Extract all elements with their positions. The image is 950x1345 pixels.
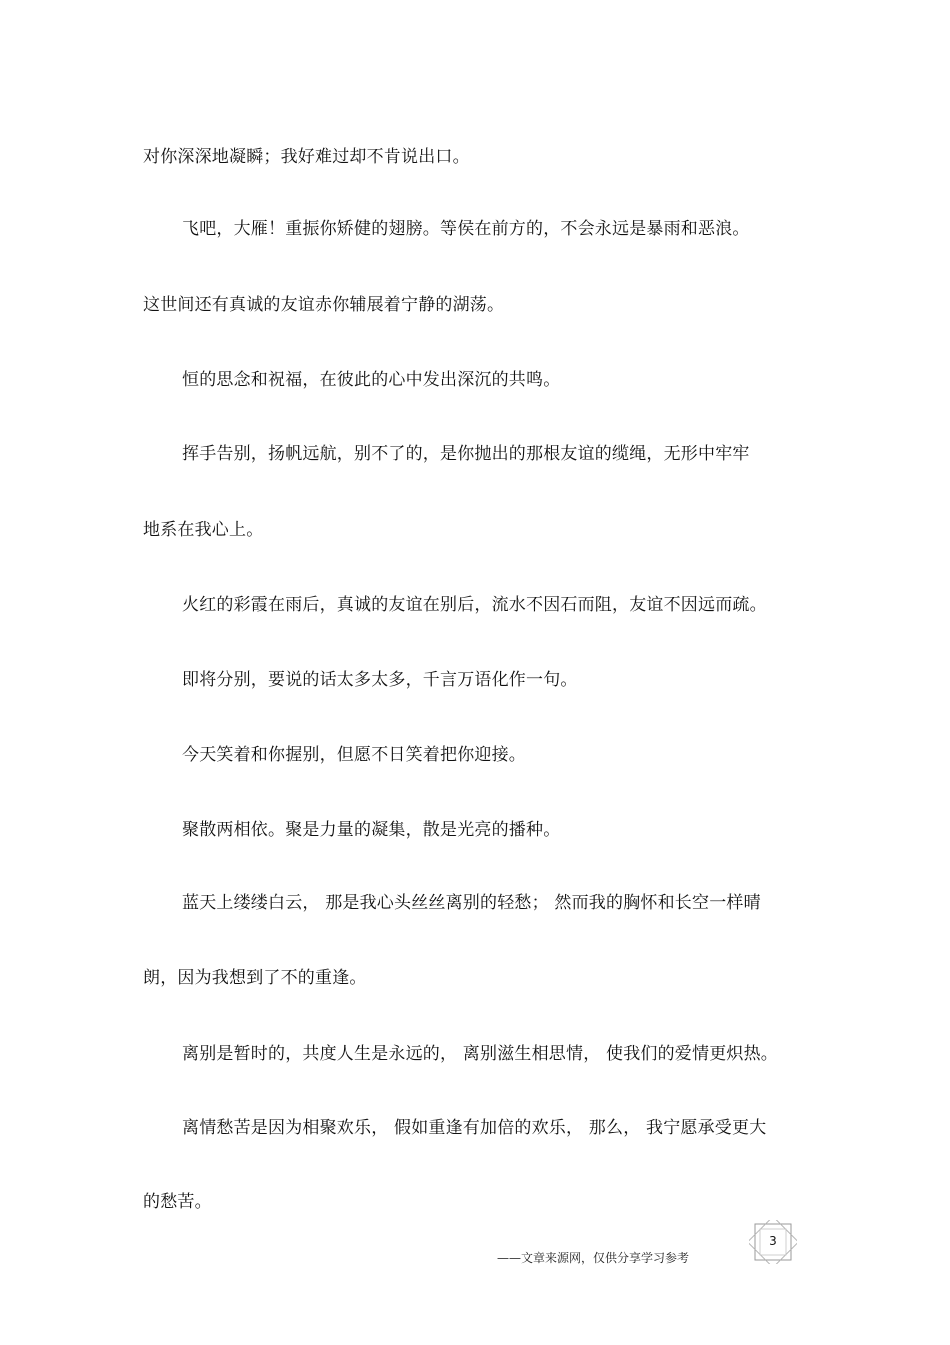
text-line: 离情愁苦是因为相聚欢乐， 假如重逢有加倍的欢乐， 那么， 我宁愿承受更大 (182, 1118, 767, 1138)
text-line: 即将分别，要说的话太多太多，千言万语化作一句。 (182, 670, 578, 690)
text-line: 离别是暂时的，共度人生是永远的， 离别滋生相思情， 使我们的爱情更炽热。 (182, 1044, 779, 1064)
text-line: 今天笑着和你握别，但愿不日笑着把你迎接。 (182, 745, 526, 765)
text-line: 对你深深地凝瞬；我好难过却不肯说出口。 (143, 147, 470, 167)
page-number-badge (749, 1220, 797, 1264)
text-line: 火红的彩霞在雨后，真诚的友谊在别后，流水不因石而阻，友谊不因远而疏。 (182, 595, 767, 615)
page-number: 3 (769, 1234, 777, 1248)
text-line: 的愁苦。 (143, 1192, 212, 1212)
source-note: ——文章来源网，仅供分享学习参考 (497, 1251, 690, 1265)
text-line: 朗，因为我想到了不的重逢。 (143, 968, 367, 988)
text-line: 地系在我心上。 (143, 520, 264, 540)
text-line: 聚散两相依。聚是力量的凝集，散是光亮的播种。 (182, 820, 561, 840)
text-line: 挥手告别，扬帆远航，别不了的，是你抛出的那根友谊的缆绳，无形中牢牢 (182, 444, 750, 464)
text-line: 蓝天上缕缕白云， 那是我心头丝丝离别的轻愁； 然而我的胸怀和长空一样晴 (182, 893, 761, 913)
text-line: 飞吧，大雁！重振你矫健的翅膀。等侯在前方的，不会永远是暴雨和恶浪。 (182, 219, 750, 239)
text-line: 这世间还有真诚的友谊赤你辅展着宁静的湖荡。 (143, 295, 505, 315)
text-line: 恒的思念和祝福，在彼此的心中发出深沉的共鸣。 (182, 370, 561, 390)
